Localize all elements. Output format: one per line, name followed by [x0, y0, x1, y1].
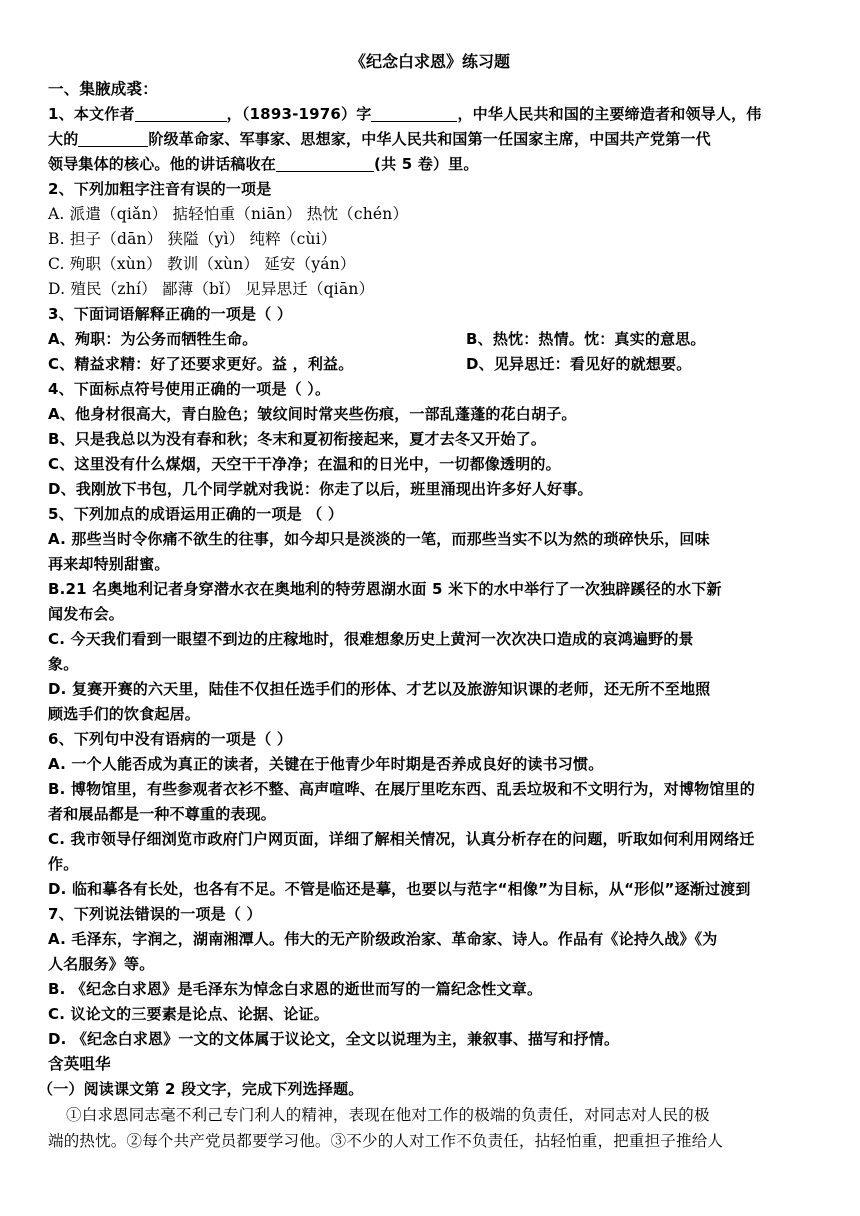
question-6-stem: 6、下列句中没有语病的一项是（ ） [48, 730, 293, 748]
question-3-option-d: D、见异思迁：看见好的就想要。 [466, 355, 692, 373]
question-7-option-b: B. 《纪念白求恩》是毛泽东为悼念白求恩的逝世而写的一篇纪念性文章。 [48, 980, 543, 998]
question-3-row-1 [48, 328, 706, 350]
question-7-option-a-line-1: A. 毛泽东，字润之，湖南湘潭人。伟大的无产阶级政治家、革命家、诗人。作品有《论持久战》《为 [48, 930, 718, 948]
question-5-option-b-line-1: B.21 名奥地利记者身穿潜水衣在奥地利的特劳恩湖水面 5 米下的水中举行了一次独辟蹊径的水下新 [48, 580, 722, 598]
question-6-option-c-line-1: C. 我市领导仔细浏览市政府门户网页面，详细了解相关情况，认真分析存在的问题，听取如何利用网络迁 [48, 830, 755, 848]
question-4-stem: 4、下面标点符号使用正确的一项是（ ）。 [48, 380, 331, 398]
section-heading-2: 含英咀华 [48, 1055, 111, 1073]
reading-passage-line-1: ①白求恩同志毫不利己专门利人的精神，表现在他对工作的极端的负责任，对同志对人民的极 [66, 1106, 710, 1124]
question-1-line-2 [48, 128, 711, 150]
q1-blank-class [78, 130, 148, 147]
question-2-option-a: A. 派遣（qiǎn） 掂轻怕重（niān） 热忱（chén） [48, 205, 409, 223]
question-2-option-c: C. 殉职（xùn） 教训（xùn） 延安（yán） [48, 255, 356, 273]
section-heading-1: 一、集腋成裘： [48, 80, 158, 98]
question-6-option-b-line-2: 者和展品都是一种不尊重的表现。 [48, 805, 277, 823]
q1-text-d: 大的 [48, 130, 79, 148]
question-3-row-2 [48, 353, 692, 375]
question-6-option-d: D. 临和摹各有长处，也各有不足。不管是临还是摹，也要以与范字“相像”为目标，从“形似”逐渐过渡到 [48, 880, 751, 898]
question-5-option-d-line-2: 顾选手们的饮食起居。 [48, 705, 201, 723]
question-1-line-3 [48, 153, 479, 175]
question-5-option-d-line-1: D. 复赛开赛的六天里，陆佳不仅担任选手们的形体、才艺以及旅游知识课的老师，还无所不至地照 [48, 680, 711, 698]
page-title: 《纪念白求恩》练习题 [349, 52, 510, 71]
q1-text-e: 阶级革命家、军事家、思想家，中华人民共和国第一任国家主席，中国共产党第一代 [148, 130, 711, 148]
question-6-option-c-line-2: 作。 [48, 855, 79, 873]
question-5-option-b-line-2: 闻发布会。 [48, 605, 125, 623]
question-6-option-a: A. 一个人能否成为真正的读者，关键在于他青少年时期是否养成良好的读书习惯。 [48, 755, 604, 773]
question-5-option-a-line-2: 再来却特别甜蜜。 [48, 555, 170, 573]
question-5-option-a-line-1: A. 那些当时令你痛不欲生的往事，如今却只是淡淡的一笔，而那些当实不以为然的琐碎快乐，回味 [48, 530, 710, 548]
q1-text-f: 领导集体的核心。他的讲话稿收在 [48, 155, 277, 173]
question-3-option-b: B、热忱：热情。忱：真实的意思。 [466, 330, 706, 348]
question-1-line-1 [48, 103, 761, 125]
question-7-stem: 7、下列说法错误的一项是（ ） [48, 905, 262, 923]
question-2-stem: 2、下列加粗字注音有误的一项是 [48, 180, 272, 198]
reading-passage-line-2: 端的热忱。②每个共产党员都要学习他。③不少的人对工作不负责任，拈轻怕重，把重担子推给人 [48, 1132, 724, 1150]
question-6-option-b-line-1: B. 博物馆里，有些参观者衣衫不整、高声喧哗、在展厅里吃东西、乱丢垃圾和不文明行为，对博物馆里的 [48, 780, 755, 798]
question-3-stem: 3、下面词语解释正确的一项是（ ） [48, 305, 293, 323]
question-4-option-a: A、他身材很高大，青白脸色；皱纹间时常夹些伤痕，一部乱蓬蓬的花白胡子。 [48, 405, 577, 423]
q1-text-a: 1、本文作者 [48, 105, 135, 123]
q1-text-g: (共 5 卷）里。 [374, 155, 479, 173]
question-5-option-c-line-1: C. 今天我们看到一眼望不到边的庄稼地时，很难想象历史上黄河一次次决口造成的哀鸿遍野的景 [48, 630, 694, 648]
question-7-option-a-line-2: 人名服务》等。 [48, 955, 155, 973]
question-5-option-c-line-2: 象。 [48, 655, 79, 673]
question-4-option-b: B、只是我总以为没有春和秋；冬末和夏初衔接起来，夏才去冬又开始了。 [48, 430, 547, 448]
question-7-option-c: C. 议论文的三要素是论点、论据、论证。 [48, 1005, 329, 1023]
q1-blank-style-name [371, 105, 457, 122]
q1-blank-book [276, 155, 374, 172]
question-2-option-d: D. 殖民（zhí） 鄙薄（bǐ） 见异思迁（qiān） [48, 280, 375, 298]
reading-stem: （一）阅读课文第 2 段文字，完成下列选择题。 [38, 1080, 364, 1098]
question-2-option-b: B. 担子（dān） 狭隘（yì） 纯粹（cùi） [48, 230, 337, 248]
q1-text-c: ，中华人民共和国的主要缔造者和领导人，伟 [457, 105, 762, 123]
q1-blank-author [135, 105, 227, 122]
question-7-option-d: D. 《纪念白求恩》一文的文体属于议论文，全文以说理为主，兼叙事、描写和抒情。 [48, 1030, 620, 1048]
question-3-option-a: A、殉职：为公务而牺牲生命。 [48, 330, 258, 348]
question-4-option-c: C、这里没有什么煤烟，天空干干净净；在温和的日光中，一切都像透明的。 [48, 455, 561, 473]
question-5-stem: 5、下列加点的成语运用正确的一项是 （ ） [48, 505, 344, 523]
question-3-option-c: C、精益求精：好了还要求更好。益 ，利益。 [48, 355, 354, 373]
q1-text-b: ，（1893-1976）字 [226, 105, 372, 123]
question-4-option-d: D、我刚放下书包，几个同学就对我说：你走了以后，班里涌现出许多好人好事。 [48, 480, 593, 498]
